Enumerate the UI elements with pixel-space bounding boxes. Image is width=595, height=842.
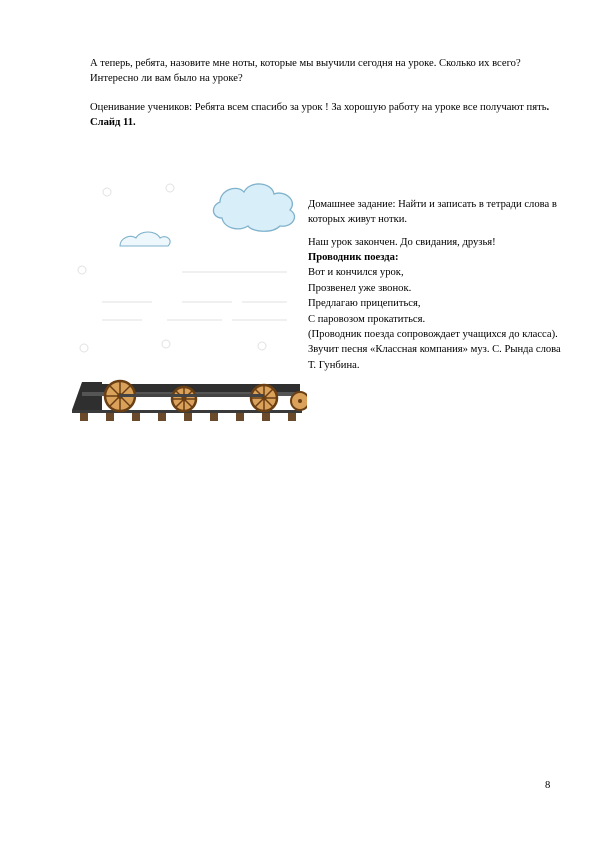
verse-line-2: Прозвенел уже звонок. xyxy=(308,282,412,294)
page-number: 8 xyxy=(545,780,551,791)
verse-line-1: Вот и кончился урок, xyxy=(308,267,404,279)
train-illustration xyxy=(62,170,307,430)
stage-direction: (Проводник поезда сопровождает учащихся до класса). Звучит песня «Классная компания» муз. С. Рында слова Т. Гунбина. xyxy=(308,328,561,371)
wheel-3 xyxy=(251,385,277,411)
evaluation-text: Оценивание учеников: Ребята всем спасибо за урок ! За хорошую работу на уроке все получают пять xyxy=(90,102,547,113)
goodbye-line: Наш урок закончен. До свидания, друзья! xyxy=(308,236,496,248)
small-cloud xyxy=(120,232,170,246)
closing-question-paragraph: А теперь, ребята, назовите мне ноты, которые мы выучили сегодня на уроке. Сколько их всего? Интересно ли вам было на уроке? xyxy=(90,58,521,85)
wheel-4 xyxy=(291,392,307,410)
homework-text: Домашнее задание: Найти и записать в тетради слова в которых живут нотки. xyxy=(308,199,557,226)
right-column xyxy=(308,197,563,373)
evaluation-paragraph xyxy=(90,100,560,131)
conductor-heading: Проводник поезда: xyxy=(308,252,399,264)
slide-reference: . Слайд 11. xyxy=(90,102,550,129)
wheel-2 xyxy=(172,387,196,411)
verse-line-4: С паровозом прокатиться. xyxy=(308,313,426,325)
verse-line-3: Предлагаю прицепиться, xyxy=(308,298,421,310)
coupling-rod xyxy=(120,394,264,397)
large-cloud xyxy=(213,184,294,231)
